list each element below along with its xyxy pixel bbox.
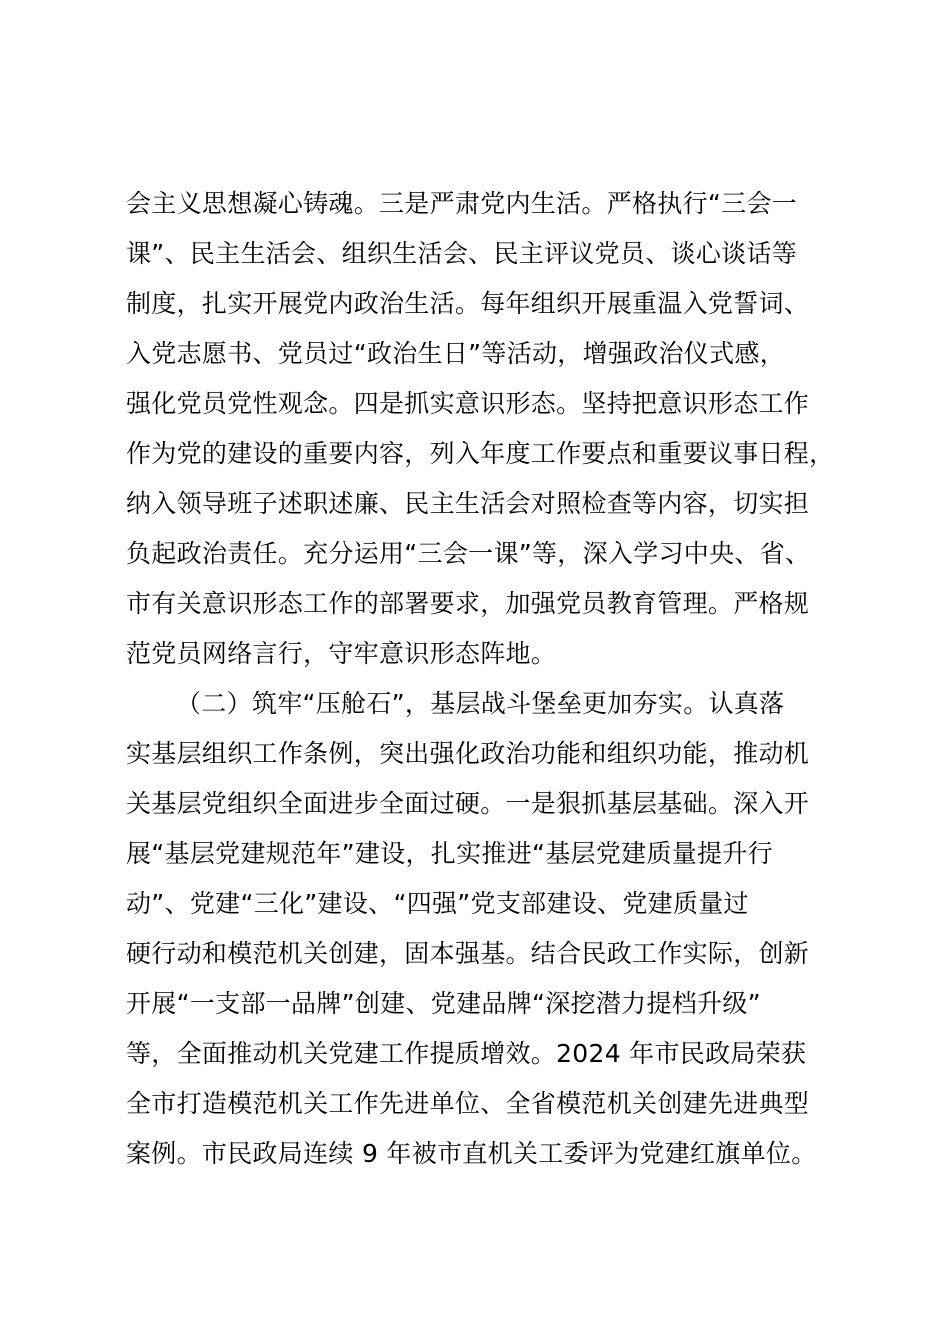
text-line: 实基层组织工作条例，突出强化政治功能和组织功能，推动机 (126, 739, 810, 768)
text-line: 展“基层党建规范年”建设，扎实推进“基层党建质量提升行 (126, 839, 773, 868)
text-line: 市有关意识形态工作的部署要求，加强党员教育管理。严格规 (126, 589, 810, 618)
text-line: 作为党的建设的重要内容，列入年度工作要点和重要议事日程， (126, 439, 835, 468)
text-line: 案例。市民政局连续 9 年被市直机关工委评为党建红旗单位。 (126, 1139, 817, 1168)
text-line: 全市打造模范机关工作先进单位、全省模范机关创建先进典型 (126, 1089, 810, 1118)
text-line: 强化党员党性观念。四是抓实意识形态。坚持把意识形态工作 (126, 389, 810, 418)
text-line: 会主义思想凝心铸魂。三是严肃党内生活。严格执行“三会一 (126, 189, 798, 218)
text-line: 等，全面推动机关党建工作提质增效。2024 年市民政局荣获 (126, 1039, 807, 1068)
text-line: 动”、党建“三化”建设、“四强”党支部建设、党建质量过 (126, 889, 749, 918)
text-line: 课”、民主生活会、组织生活会、民主评议党员、谈心谈话等 (126, 239, 798, 268)
section-heading-line: （二）筑牢“压舱石”，基层战斗堡垒更加夯实。认真落 (176, 689, 785, 718)
text-line: 负起政治责任。充分运用“三会一课”等，深入学习中央、省、 (126, 539, 811, 568)
document-body (126, 179, 866, 1179)
text-line: 开展“一支部一品牌”创建、党建品牌“深挖潜力提档升级” (126, 989, 761, 1018)
text-line: 关基层党组织全面进步全面过硬。一是狠抓基层基础。深入开 (126, 789, 810, 818)
text-line: 制度，扎实开展党内政治生活。每年组织开展重温入党誓词、 (126, 289, 810, 318)
text-line: 硬行动和模范机关创建，固本强基。结合民政工作实际，创新 (126, 939, 810, 968)
text-line: 纳入领导班子述职述廉、民主生活会对照检查等内容，切实担 (126, 489, 810, 518)
text-line: 入党志愿书、党员过“政治生日”等活动，增强政治仪式感， (126, 339, 786, 368)
text-line: 范党员网络言行，守牢意识形态阵地。 (126, 639, 557, 668)
